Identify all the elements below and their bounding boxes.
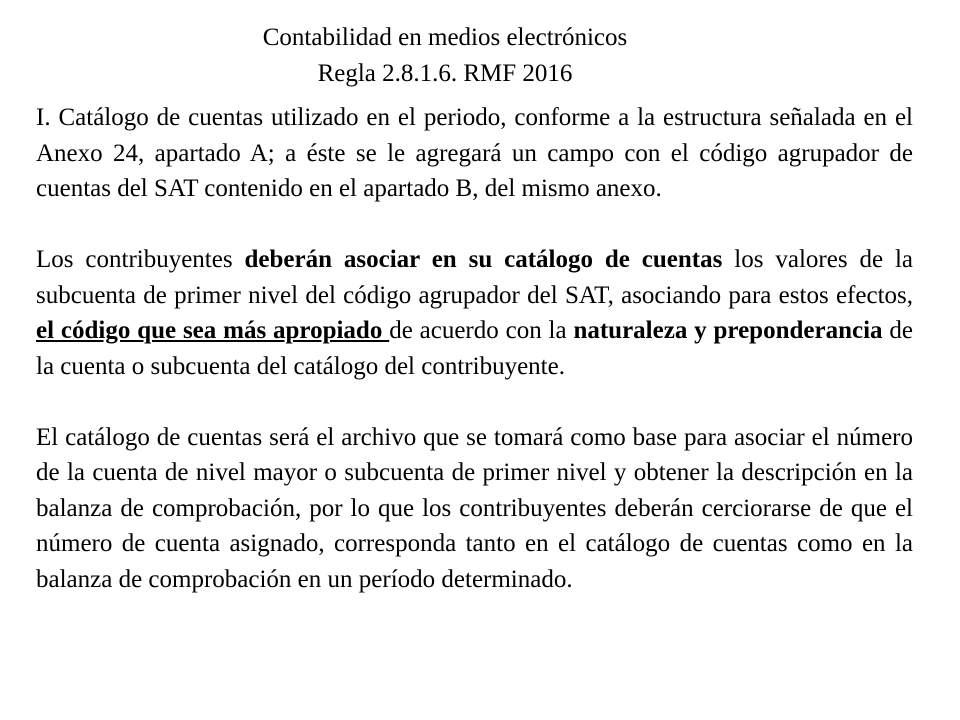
paragraph-text-segment: los valores de la subcuenta de primer nivel del código agrupador del SAT, asociando para estos efectos,	[36, 246, 913, 309]
document-header	[0, 20, 890, 92]
paragraph-catalog-base-file: El catálogo de cuentas será el archivo que se tomará como base para asociar el número de la cuenta de nivel mayor o subcuenta de primer nivel y obtener la descripción en la balanza de comprobación, por lo que los contribuyentes deberán cerciorarse de que el número de cuenta asignado, corresponda tanto en el catálogo de cuentas como en la balanza de comprobación en un período determinado.	[36, 423, 913, 593]
emphasis-associate-catalog: deberán asociar en su catálogo de cuentas	[244, 246, 723, 273]
paragraph-text-segment: de la cuenta o subcuenta del catálogo del contribuyente.	[36, 317, 913, 380]
paragraph-association-rule	[36, 242, 913, 384]
document-body	[36, 100, 913, 597]
document-subtitle: Regla 2.8.1.6. RMF 2016	[317, 60, 573, 87]
document-title: Contabilidad en medios electrónicos	[262, 24, 628, 51]
emphasis-most-appropriate-code: el código que sea más apropiado	[36, 317, 390, 344]
paragraph-text-segment: de acuerdo con la	[389, 317, 574, 344]
emphasis-nature-preponderance: naturaleza y preponderancia	[573, 317, 883, 344]
paragraph-catalog-definition: I. Catálogo de cuentas utilizado en el periodo, conforme a la estructura señalada en el Anexo 24, apartado A; a éste se le agregará un campo con el código agrupador de cuentas del SAT contenido en el apartado B, del mismo anexo.	[36, 104, 913, 202]
paragraph-text-segment: Los contribuyentes	[36, 246, 245, 273]
